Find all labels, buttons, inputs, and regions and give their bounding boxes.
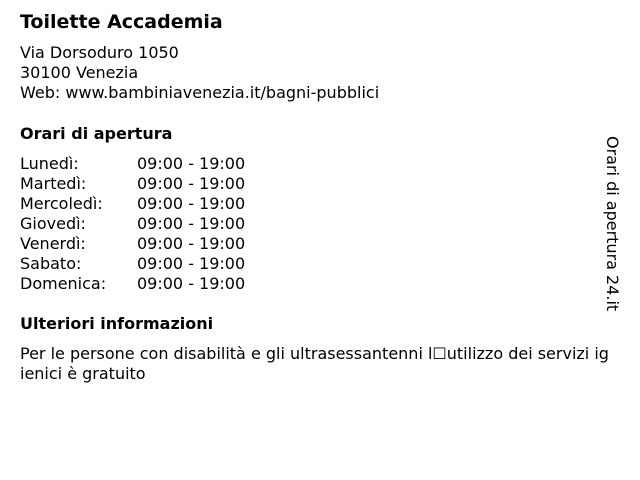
- address-street: Via Dorsoduro 1050: [20, 43, 179, 62]
- additional-info-text: Per le persone con disabilità e gli ultrasessantenni l☐utilizzo dei servizi igienici è gratuito: [20, 344, 609, 383]
- time-range: 09:00 - 19:00: [137, 254, 246, 273]
- day-label: Venerdì:: [20, 234, 86, 253]
- day-label: Sabato:: [20, 254, 82, 273]
- hours-row-monday: [20, 154, 245, 174]
- day-label: Mercoledì:: [20, 194, 103, 213]
- address-web: Web: www.bambiniavenezia.it/bagni-pubblici: [20, 83, 380, 102]
- additional-info-heading: Ulteriori informazioni: [20, 314, 214, 333]
- time-range: 09:00 - 19:00: [137, 234, 246, 253]
- hours-row-thursday: [20, 214, 245, 234]
- hours-row-friday: [20, 234, 245, 254]
- day-label: Domenica:: [20, 274, 107, 293]
- day-label: Martedì:: [20, 174, 87, 193]
- address-block: [20, 43, 379, 103]
- day-label: Giovedì:: [20, 214, 86, 233]
- hours-row-sunday: [20, 274, 245, 294]
- opening-hours-heading: Orari di apertura: [20, 124, 173, 143]
- opening-hours-list: [20, 154, 245, 294]
- hours-row-tuesday: [20, 174, 245, 194]
- hours-row-saturday: [20, 254, 245, 274]
- time-range: 09:00 - 19:00: [137, 274, 246, 293]
- time-range: 09:00 - 19:00: [137, 154, 246, 173]
- time-range: 09:00 - 19:00: [137, 194, 246, 213]
- address-city: 30100 Venezia: [20, 63, 139, 82]
- site-watermark: Orari di apertura 24.it: [603, 136, 622, 312]
- time-range: 09:00 - 19:00: [137, 174, 246, 193]
- time-range: 09:00 - 19:00: [137, 214, 246, 233]
- day-label: Lunedì:: [20, 154, 79, 173]
- page-title: Toilette Accademia: [20, 11, 223, 33]
- hours-row-wednesday: [20, 194, 245, 214]
